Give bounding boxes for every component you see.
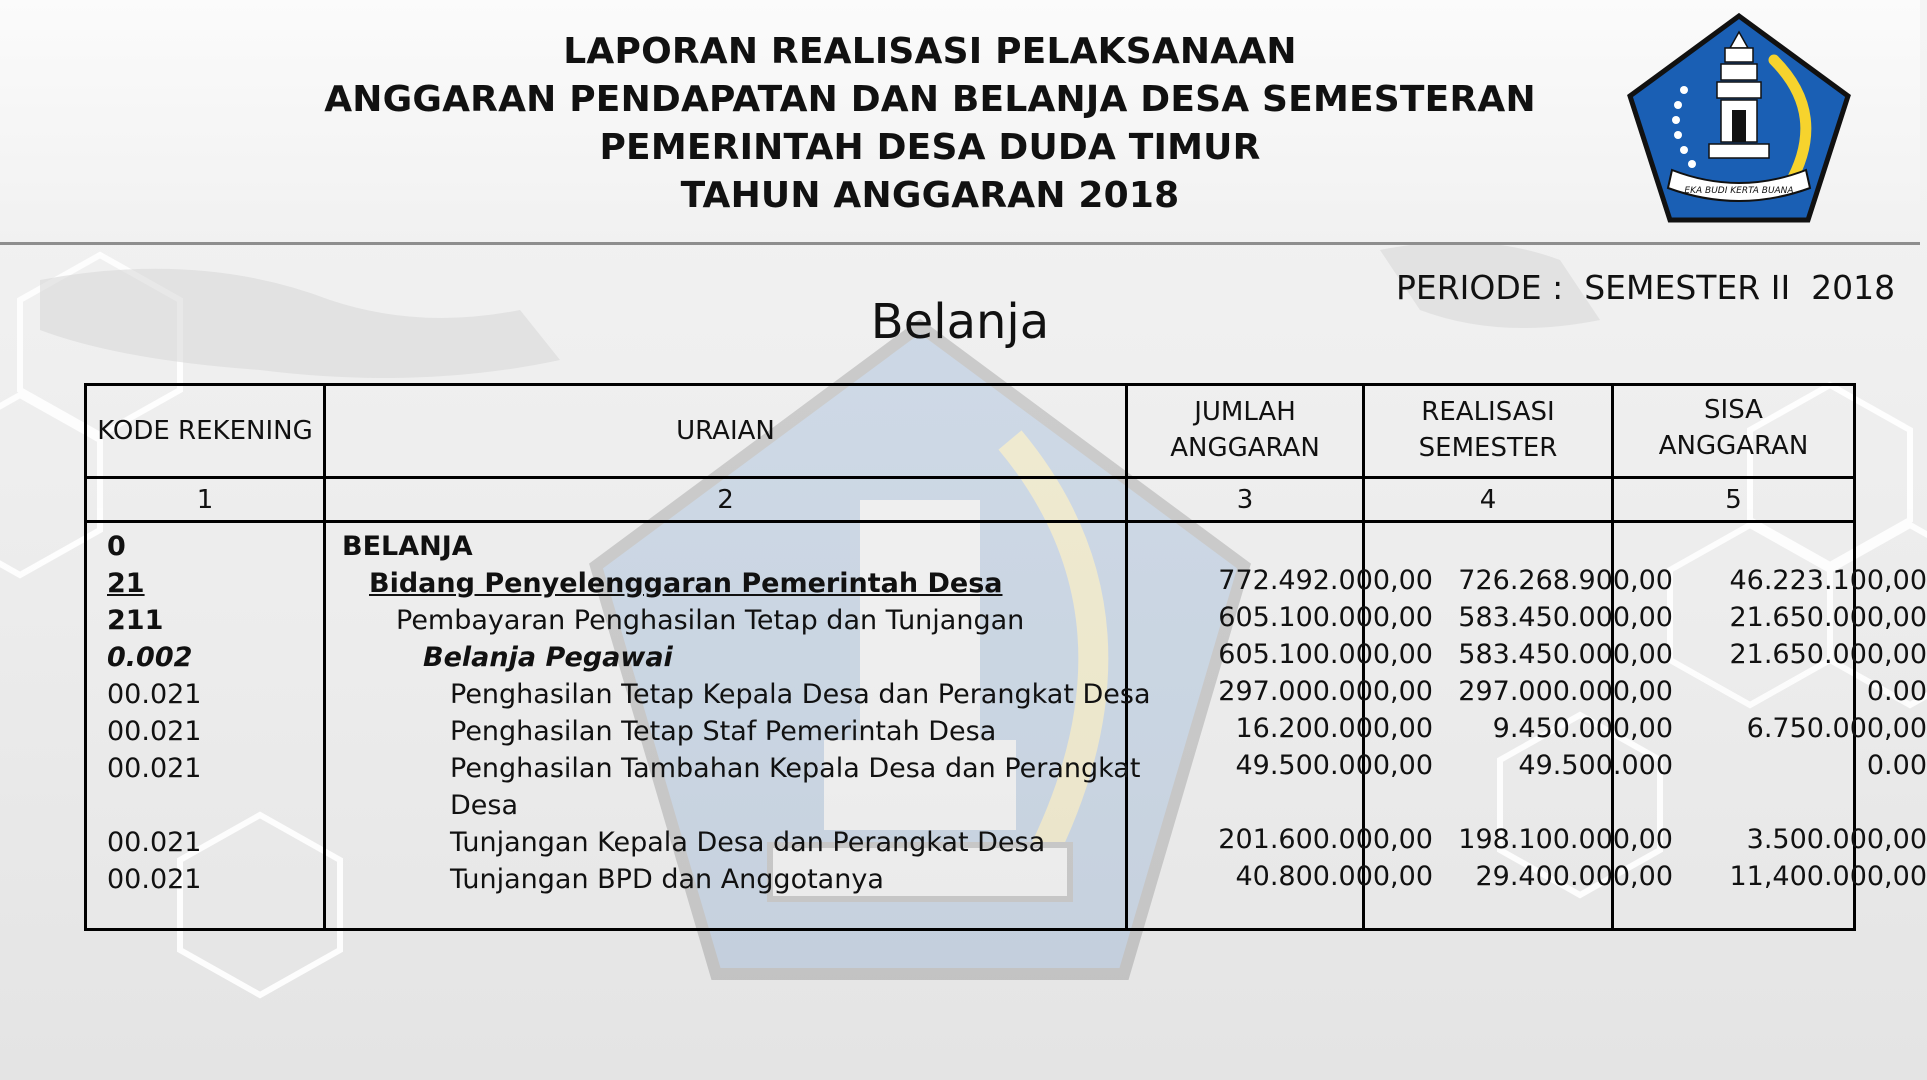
row-description: Penghasilan Tetap Kepala Desa dan Perangkat Desa: [450, 679, 1151, 710]
row-code: 00.021: [107, 716, 202, 747]
table-row: [87, 565, 1927, 602]
row-code: 21: [107, 568, 145, 599]
row-sisa-anggaran: 6.750.000,00: [1746, 713, 1927, 744]
row-description: Tunjangan BPD dan Anggotanya: [450, 864, 884, 895]
row-description: Belanja Pegawai: [423, 642, 673, 673]
column-number-2: 2: [717, 485, 734, 515]
row-realisasi-semester: 726.268.900,00: [1458, 565, 1673, 596]
row-realisasi-semester: 29.400.000,00: [1475, 861, 1673, 892]
row-code: 00.021: [107, 753, 202, 784]
row-description: Pembayaran Penghasilan Tetap dan Tunjangan: [396, 605, 1025, 636]
periode-label: PERIODE : SEMESTER II 2018: [1396, 268, 1896, 307]
row-description-continued: Desa: [450, 790, 519, 821]
regency-emblem-logo: [1624, 10, 1854, 226]
header-divider: [87, 476, 1853, 479]
row-sisa-anggaran: 0.00: [1866, 676, 1927, 707]
row-code: 211: [107, 605, 164, 636]
table-row: [87, 750, 1927, 824]
row-sisa-anggaran: 21.650.000,00: [1729, 602, 1927, 633]
row-code: 00.021: [107, 864, 202, 895]
row-realisasi-semester: 49.500.000: [1518, 750, 1673, 781]
column-number-5: 5: [1725, 485, 1742, 515]
report-title: [0, 28, 1860, 220]
row-realisasi-semester: 583.450.000,00: [1458, 639, 1673, 670]
row-jumlah-anggaran: 605.100.000,00: [1218, 639, 1433, 670]
table-row: [87, 676, 1927, 713]
report-header: [0, 0, 1920, 245]
row-description: Bidang Penyelenggaran Pemerintah Desa: [369, 568, 1003, 599]
row-jumlah-anggaran: 40.800.000,00: [1235, 861, 1433, 892]
table-row: [87, 861, 1927, 898]
row-jumlah-anggaran: 297.000.000,00: [1218, 676, 1433, 707]
column-number-4: 4: [1479, 485, 1497, 515]
row-jumlah-anggaran: 772.492.000,00: [1218, 565, 1433, 596]
row-jumlah-anggaran: 16.200.000,00: [1235, 713, 1433, 744]
row-sisa-anggaran: 21.650.000,00: [1729, 639, 1927, 670]
row-code: 0.002: [107, 642, 193, 673]
column-number-3: 3: [1236, 485, 1254, 515]
row-realisasi-semester: 9.450.000,00: [1492, 713, 1673, 744]
row-jumlah-anggaran: 201.600.000,00: [1218, 824, 1433, 855]
header-uraian: URAIAN: [676, 416, 775, 446]
title-line-1: LAPORAN REALISASI PELAKSANAAN: [563, 31, 1297, 72]
row-realisasi-semester: 198.100.000,00: [1458, 824, 1673, 855]
section-title: Belanja: [870, 294, 1050, 350]
row-description: BELANJA: [342, 531, 473, 562]
row-description: Penghasilan Tetap Staf Pemerintah Desa: [450, 716, 997, 747]
header-sisa-anggaran: SISA ANGGARAN: [1658, 395, 1809, 461]
row-description: Tunjangan Kepala Desa dan Perangkat Desa: [450, 827, 1046, 858]
row-sisa-anggaran: 46.223.100,00: [1729, 565, 1927, 596]
row-code: 00.021: [107, 827, 202, 858]
row-code: 00.021: [107, 679, 202, 710]
column-number-1: 1: [196, 485, 214, 515]
logo-motto: EKA BUDI KERTA BUANA: [1684, 186, 1794, 196]
row-sisa-anggaran: 3.500.000,00: [1746, 824, 1927, 855]
row-realisasi-semester: 297.000.000,00: [1458, 676, 1673, 707]
title-line-4: TAHUN ANGGARAN 2018: [680, 175, 1180, 216]
table-row: [87, 528, 1853, 565]
row-jumlah-anggaran: 605.100.000,00: [1218, 602, 1433, 633]
title-line-2: ANGGARAN PENDAPATAN DAN BELANJA DESA SEMESTERAN: [324, 79, 1536, 120]
header-kode-rekening: KODE REKENING: [97, 416, 313, 446]
table-body: [87, 528, 1927, 898]
table-row: [87, 639, 1927, 676]
column-number-divider: [87, 520, 1853, 523]
header-realisasi-semester: REALISASI SEMESTER: [1418, 397, 1558, 463]
row-sisa-anggaran: 0.00: [1866, 750, 1927, 781]
row-realisasi-semester: 583.450.000,00: [1458, 602, 1673, 633]
row-sisa-anggaran: 11,400.000,00: [1729, 861, 1927, 892]
row-description: Penghasilan Tambahan Kepala Desa dan Perangkat: [450, 753, 1141, 784]
budget-table: [84, 383, 1927, 931]
header-jumlah-anggaran: JUMLAH ANGGARAN: [1170, 397, 1320, 463]
table-row: [87, 602, 1927, 639]
table-row: [87, 713, 1927, 750]
row-jumlah-anggaran: 49.500.000,00: [1235, 750, 1433, 781]
title-line-3: PEMERINTAH DESA DUDA TIMUR: [599, 127, 1261, 168]
table-row: [87, 824, 1927, 861]
row-code: 0: [107, 531, 126, 562]
